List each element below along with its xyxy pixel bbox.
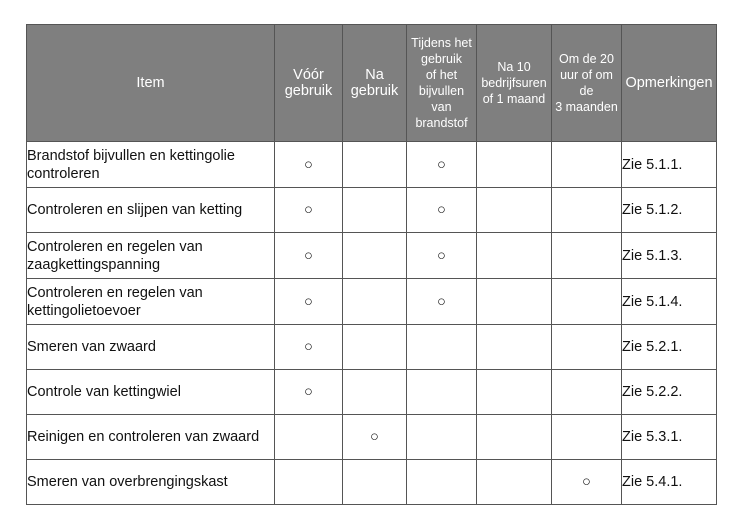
mark-every-20-hours (552, 188, 622, 233)
mark-after-10-hours (477, 370, 552, 415)
mark-after-use (343, 279, 407, 325)
remark-cell: Zie 5.3.1. (622, 415, 717, 460)
item-cell: Controleren en slijpen van ketting (27, 188, 275, 233)
mark-after-10-hours (477, 415, 552, 460)
mark-during-refuel (407, 325, 477, 370)
mark-after-10-hours (477, 279, 552, 325)
remark-cell: Zie 5.1.2. (622, 188, 717, 233)
item-cell: Reinigen en controleren van zwaard (27, 415, 275, 460)
table-row (27, 142, 717, 188)
mark-after-10-hours (477, 188, 552, 233)
table-row (27, 188, 717, 233)
mark-before-use: ○ (275, 279, 343, 325)
mark-after-use (343, 325, 407, 370)
mark-after-10-hours (477, 233, 552, 279)
mark-during-refuel: ○ (407, 188, 477, 233)
mark-after-use (343, 233, 407, 279)
mark-every-20-hours (552, 279, 622, 325)
header-remarks: Opmerkingen (622, 25, 717, 142)
mark-before-use: ○ (275, 142, 343, 188)
item-cell: Brandstof bijvullen en kettingolie controleren (27, 142, 275, 188)
item-cell: Controleren en regelen van kettingolietoevoer (27, 279, 275, 325)
mark-during-refuel: ○ (407, 279, 477, 325)
header-after-10-hours: Na 10 bedrijfsuren of 1 maand (477, 25, 552, 142)
maintenance-schedule-table (26, 24, 717, 505)
mark-after-10-hours (477, 142, 552, 188)
mark-every-20-hours (552, 325, 622, 370)
item-cell: Smeren van overbrengingskast (27, 460, 275, 505)
mark-after-10-hours (477, 325, 552, 370)
mark-during-refuel: ○ (407, 233, 477, 279)
header-during-refuel: Tijdens het gebruik of het bijvullen van brandstof (407, 25, 477, 142)
table-row (27, 279, 717, 325)
table-row (27, 233, 717, 279)
mark-every-20-hours (552, 142, 622, 188)
table-row (27, 325, 717, 370)
mark-during-refuel: ○ (407, 142, 477, 188)
table-header-row (27, 25, 717, 142)
mark-after-use (343, 142, 407, 188)
mark-after-use (343, 370, 407, 415)
mark-during-refuel (407, 370, 477, 415)
item-cell: Smeren van zwaard (27, 325, 275, 370)
mark-during-refuel (407, 415, 477, 460)
remark-cell: Zie 5.1.4. (622, 279, 717, 325)
mark-before-use (275, 415, 343, 460)
mark-during-refuel (407, 460, 477, 505)
mark-before-use: ○ (275, 325, 343, 370)
table-row (27, 415, 717, 460)
mark-before-use: ○ (275, 233, 343, 279)
mark-after-use: ○ (343, 415, 407, 460)
mark-every-20-hours: ○ (552, 460, 622, 505)
mark-before-use: ○ (275, 370, 343, 415)
mark-before-use (275, 460, 343, 505)
remark-cell: Zie 5.2.1. (622, 325, 717, 370)
header-after-use: Na gebruik (343, 25, 407, 142)
table-row (27, 460, 717, 505)
header-every-20-hours: Om de 20 uur of om de 3 maanden (552, 25, 622, 142)
mark-every-20-hours (552, 415, 622, 460)
table-row (27, 370, 717, 415)
item-cell: Controle van kettingwiel (27, 370, 275, 415)
header-item: Item (27, 25, 275, 142)
mark-before-use: ○ (275, 188, 343, 233)
remark-cell: Zie 5.2.2. (622, 370, 717, 415)
remark-cell: Zie 5.4.1. (622, 460, 717, 505)
mark-after-use (343, 460, 407, 505)
item-cell: Controleren en regelen van zaagkettingspanning (27, 233, 275, 279)
mark-every-20-hours (552, 370, 622, 415)
header-before-use: Vóór gebruik (275, 25, 343, 142)
remark-cell: Zie 5.1.1. (622, 142, 717, 188)
mark-after-10-hours (477, 460, 552, 505)
remark-cell: Zie 5.1.3. (622, 233, 717, 279)
mark-after-use (343, 188, 407, 233)
mark-every-20-hours (552, 233, 622, 279)
